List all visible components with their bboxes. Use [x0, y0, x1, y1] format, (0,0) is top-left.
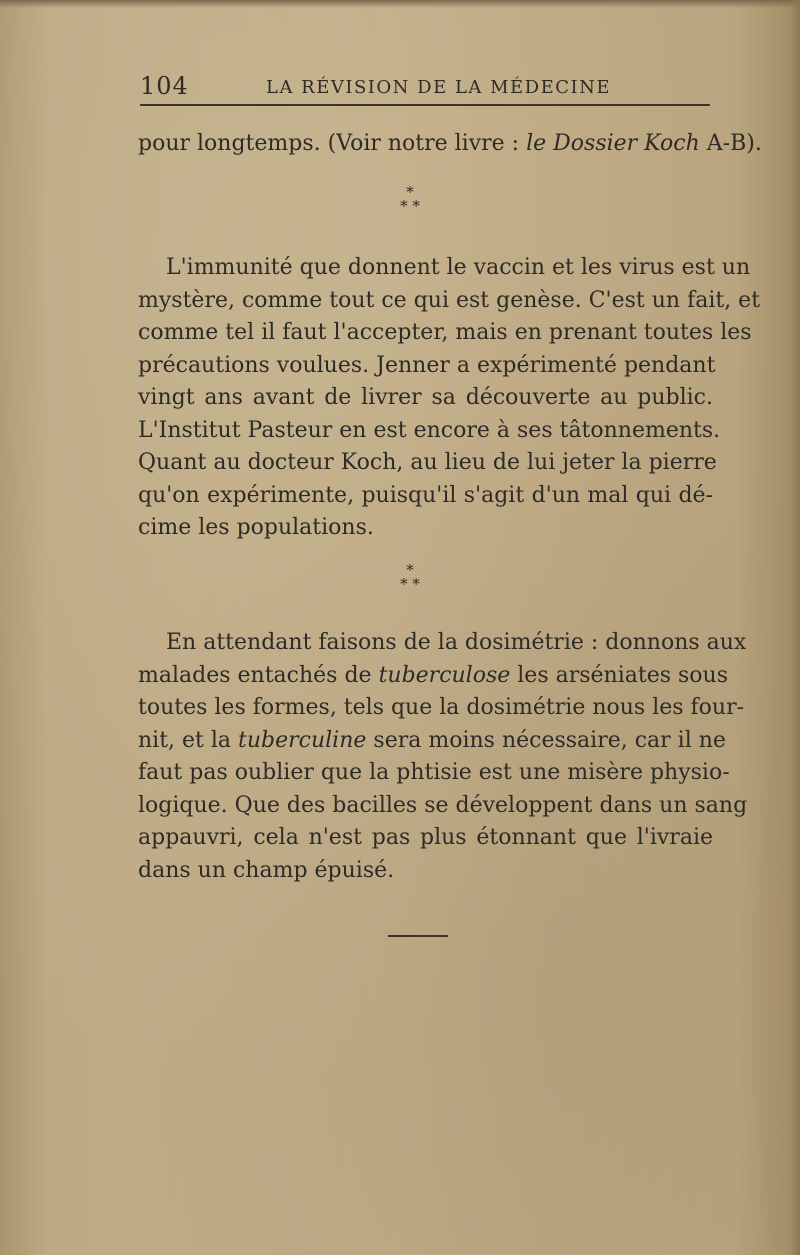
- text-line: vingt ans avant de livrer sa découverte au public.: [138, 385, 713, 410]
- italic-term: tuberculose: [378, 662, 511, 688]
- text-segment: pour longtemps. (Voir notre livre :: [138, 131, 527, 156]
- text-line: Quant au docteur Koch, au lieu de lui jeter la pierre: [138, 450, 717, 475]
- text-line: toutes les formes, tels que la dosimétrie nous les four-: [138, 695, 745, 720]
- asterism-separator: [340, 563, 480, 591]
- text-segment: sera moins nécessaire, car il ne: [366, 727, 726, 753]
- text-line: qu'on expérimente, puisqu'il s'agit d'un mal qui dé-: [138, 482, 713, 508]
- text-line: faut pas oublier que la phtisie est une misère physio-: [138, 760, 730, 785]
- page-header: [140, 72, 710, 102]
- paragraph-dosimetry: [138, 627, 748, 887]
- text-segment: A-B).: [699, 131, 762, 156]
- asterism-separator: [340, 185, 480, 213]
- asterism-bottom: * *: [400, 197, 420, 215]
- text-line: [138, 725, 726, 758]
- text-line: [138, 128, 762, 161]
- asterism-bottom: * *: [400, 575, 420, 593]
- text-line: [138, 660, 729, 693]
- asterism-top: *: [406, 561, 414, 579]
- continuation-paragraph: [138, 128, 762, 161]
- paragraph-immunity: [138, 252, 761, 545]
- text-line: précautions voulues. Jenner a expérimenté pendant: [138, 352, 716, 378]
- page-top-edge-shadow: [0, 0, 800, 8]
- asterism-top: *: [406, 183, 414, 201]
- book-title-italic: le Dossier Koch: [526, 131, 700, 156]
- text-line: comme tel il faut l'accepter, mais en prenant toutes les: [138, 320, 752, 345]
- text-line: En attendant faisons de la dosimétrie : donnons aux: [166, 630, 747, 655]
- closing-rule: [388, 935, 448, 937]
- text-segment: nit, et la: [138, 727, 239, 753]
- text-line: appauvri, cela n'est pas plus étonnant que l'ivraie: [138, 825, 713, 850]
- text-segment: malades entachés de: [138, 662, 379, 688]
- text-line: mystère, comme tout ce qui est genèse. C'est un fait, et: [138, 287, 761, 313]
- text-line: cime les populations.: [138, 515, 374, 540]
- text-line: dans un champ épuisé.: [138, 857, 395, 883]
- header-rule: [140, 104, 710, 106]
- page-number: 104: [140, 72, 189, 100]
- running-title: LA RÉVISION DE LA MÉDECINE: [266, 77, 612, 98]
- italic-term: tuberculine: [238, 727, 367, 753]
- text-segment: les arséniates sous: [510, 662, 729, 688]
- text-line: logique. Que des bacilles se développent dans un sang: [138, 792, 748, 818]
- text-line: L'immunité que donnent le vaccin et les virus est un: [166, 255, 751, 280]
- text-line: L'Institut Pasteur en est encore à ses tâtonnements.: [138, 417, 721, 443]
- page-right-edge-shadow: [790, 0, 800, 1255]
